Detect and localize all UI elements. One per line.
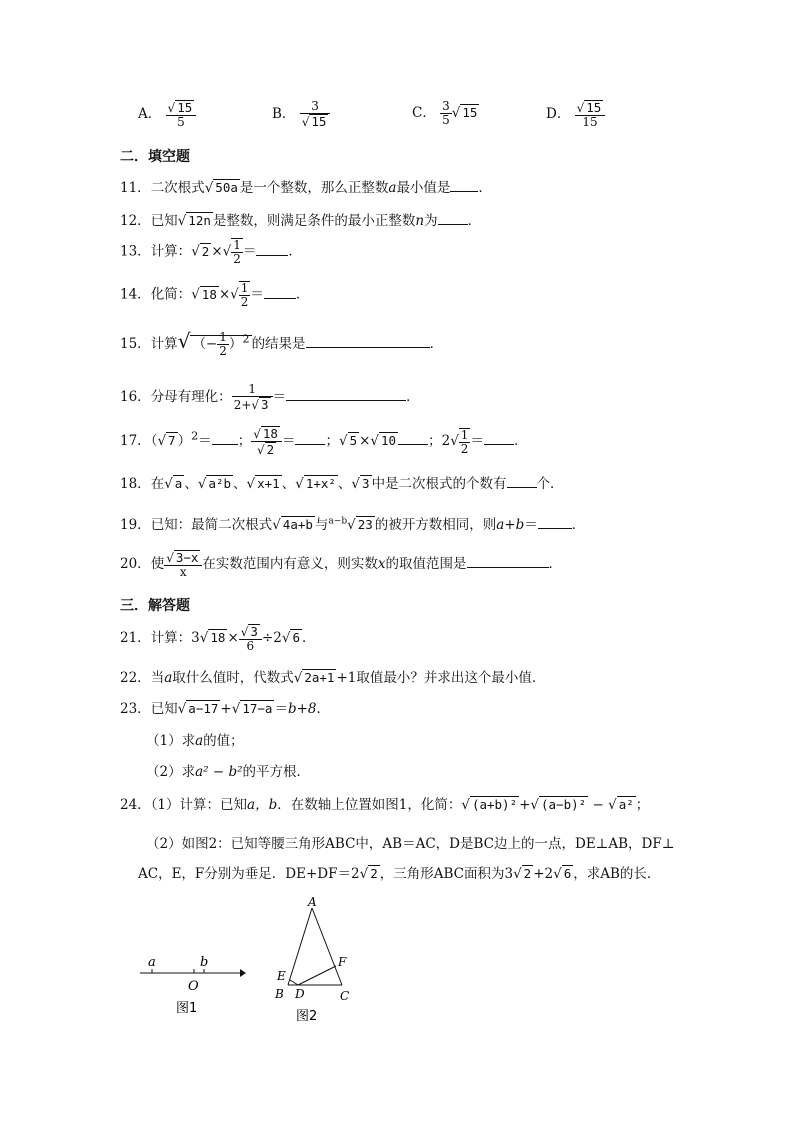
label-b: b (200, 955, 209, 970)
question-22: 22．当a取什么值时，代数式√ 2a+1 +1取值最小？并求出这个最小值． (120, 670, 546, 686)
question-23-part1: （1）求a的值； (146, 733, 244, 749)
question-23: 23．已知√ a−17 +√ 17−a ＝b+8． (120, 701, 330, 717)
section-heading-solve: 三．解答题 (120, 598, 190, 614)
figure-2-caption: 图2 (296, 1009, 318, 1024)
question-16: 16．分母有理化： $\frac{1}{2+√ 3}$ ＝ ． (120, 382, 420, 413)
answer-blank (264, 286, 296, 299)
option-d: D． $\frac{√ 15}{15}$ (546, 100, 605, 129)
question-20: 20．使 $\frac{√ 3-x}{x}$ 在实数范围内有意义，则实数x的取值范围是 ． (120, 550, 563, 580)
label-C: C (340, 989, 350, 1003)
answer-blank (438, 212, 468, 225)
label-D: D (295, 987, 305, 1001)
option-a: A． $\frac{√ 15}{5}$ (138, 100, 196, 129)
label-F: F (338, 955, 347, 969)
question-11: 11．二次根式√ 50a 是一个整数，那么正整数a最小值是 ． (120, 180, 492, 196)
question-21: 21．计算：3√ 18 × $\frac{√ 3}{6}$ ÷2√ 6 ． (120, 624, 316, 654)
label-a: a (148, 955, 156, 970)
question-19: 19．已知：最简二次根式√ 4a+b 与$^{a-b}$√ 23 的被开方数相同，则a+b＝ ． (120, 516, 586, 533)
figure-1-caption: 图1 (176, 1001, 198, 1016)
question-13: 13．计算：√ 2 ×√ $\frac{1}{2}$ ＝ ． (120, 238, 302, 267)
option-b: B． $\frac{3}{√ 15}$ (272, 100, 330, 129)
question-23-part2: （2）求a² − b²的平方根． (146, 764, 311, 780)
label-o: O (188, 979, 199, 994)
label-E: E (277, 969, 286, 983)
answer-blank (286, 388, 406, 401)
label-B: B (275, 987, 284, 1001)
answer-blank (306, 335, 430, 348)
question-18: 18．在√ a 、√ a²b 、√ x+1 、√ 1+x² 、√ 3 中是二次根式的个数有 个． (120, 476, 564, 492)
question-14: 14．化简：√ 18 ×√ $\frac{1}{2}$ ＝ ． (120, 281, 310, 310)
answer-blank (256, 243, 288, 256)
question-24-part2-line1: （2）如图2：已知等腰三角形ABC中，AB＝AC，D是BC边上的一点，DE⊥AB，DF⊥ (146, 836, 675, 852)
question-17: 17．（√ 7 ）$^2$＝ ； $\frac{√ 18}{√ 2}$ ＝ ；√ 5 ×√ 10 ；2√ $\frac{1}{2}$ ＝ ． (120, 426, 528, 458)
option-c: C． $\frac{3}{5}$ √ 15 (412, 99, 478, 128)
answer-blank (507, 475, 537, 488)
question-24-part2-line2: AC，E，F分别为垂足．DE+DF＝2√ 2 ，三角形ABC面积为3√ 2 +2√ 6 ，求AB的长． (138, 866, 661, 882)
figure-2-triangle (272, 894, 362, 1034)
label-A: A (308, 895, 317, 909)
question-24: 24．（1）计算：已知a，b．在数轴上位置如图1，化简：√ (a+b)² +√ (a−b)² − √ a² ； (120, 797, 650, 813)
question-12: 12．已知√ 12n 是整数，则满足条件的最小正整数n为 ． (120, 213, 482, 229)
answer-blank (538, 516, 572, 529)
figure-1-number-line (136, 950, 248, 1030)
answer-blank (450, 179, 478, 192)
question-15: 15．计算√ （− $\frac{1}{2}$ ）$^2$ 的结果是 ． (120, 329, 444, 358)
section-heading-fill: 二．填空题 (120, 149, 190, 165)
answer-blank (467, 555, 549, 568)
